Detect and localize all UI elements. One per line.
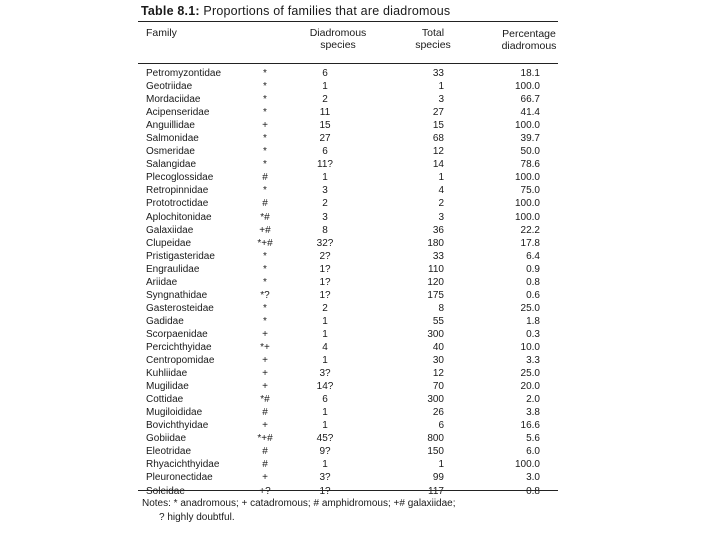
table-row: [0, 302, 720, 315]
table-row: [0, 171, 720, 184]
header-percentage-diadromous: [498, 28, 560, 52]
family-cell: Gadidae: [146, 315, 184, 327]
table-title-text: Proportions of families that are diadromous: [203, 4, 451, 18]
family-cell: Plecoglossidae: [146, 172, 214, 184]
percentage-cell: 0.6: [526, 289, 540, 301]
total-species-cell: 117: [428, 485, 444, 497]
diadromous-species-cell: 6: [322, 146, 328, 158]
table-row: [0, 119, 720, 132]
percentage-cell: 2.0: [526, 394, 540, 406]
total-species-cell: 1: [438, 459, 444, 471]
table-row: [0, 485, 720, 498]
percentage-cell: 0.9: [526, 263, 540, 275]
table-row: [0, 67, 720, 80]
percentage-cell: 66.7: [520, 94, 540, 106]
percentage-cell: 100.0: [514, 211, 540, 223]
diadromous-species-cell: 1: [322, 407, 328, 419]
table-row: [0, 341, 720, 354]
total-species-cell: 15: [432, 120, 444, 132]
header-total-line2: species: [415, 39, 451, 51]
table-title: [141, 4, 450, 18]
migration-type-cell: #: [262, 172, 268, 184]
total-species-cell: 1: [438, 81, 444, 93]
migration-type-cell: *: [263, 276, 267, 288]
migration-type-cell: #: [262, 459, 268, 471]
migration-type-cell: *: [263, 146, 267, 158]
total-species-cell: 33: [432, 250, 444, 262]
total-species-cell: 300: [427, 394, 444, 406]
migration-type-cell: *: [263, 68, 267, 79]
total-species-cell: 70: [432, 381, 444, 393]
diadromous-species-cell: 11?: [317, 159, 333, 171]
diadromous-species-cell: 3: [322, 185, 328, 197]
table-row: [0, 380, 720, 393]
diadromous-species-cell: 2?: [319, 250, 331, 262]
percentage-cell: 1.8: [526, 315, 540, 327]
family-cell: Eleotridae: [146, 446, 192, 458]
diadromous-species-cell: 32?: [316, 237, 334, 249]
table-row: [0, 237, 720, 250]
family-cell: Acipenseridae: [146, 107, 210, 119]
total-species-cell: 30: [432, 355, 444, 367]
header-diadromous-line1: Diadromous: [309, 27, 367, 39]
header-diadromous-line2: species: [320, 39, 356, 51]
diadromous-species-cell: 1?: [319, 276, 331, 288]
percentage-cell: 6.4: [526, 250, 540, 262]
total-species-cell: 26: [432, 407, 444, 419]
percentage-cell: 100.0: [514, 172, 540, 184]
family-cell: Cottidae: [146, 394, 184, 406]
table-row: [0, 419, 720, 432]
diadromous-species-cell: 3?: [319, 472, 331, 484]
diadromous-species-cell: 1?: [319, 289, 331, 301]
table-row: [0, 406, 720, 419]
table-row: [0, 328, 720, 341]
percentage-cell: 100.0: [514, 198, 540, 210]
table-row: [0, 106, 720, 119]
percentage-cell: 6.0: [526, 446, 540, 458]
migration-type-cell: *#: [260, 211, 270, 223]
diadromous-species-cell: 6: [322, 68, 328, 79]
migration-type-cell: +: [262, 120, 268, 132]
table-row: [0, 158, 720, 171]
diadromous-species-cell: 9?: [319, 446, 331, 458]
migration-type-cell: *: [263, 185, 267, 197]
diadromous-species-cell: 1: [322, 81, 328, 93]
total-species-cell: 4: [438, 185, 444, 197]
migration-type-cell: +: [262, 355, 268, 367]
migration-type-cell: +: [262, 328, 268, 340]
diadromous-species-cell: 1: [322, 328, 328, 340]
family-cell: Aplochitonidae: [146, 211, 212, 223]
family-cell: Petromyzontidae: [146, 68, 222, 79]
family-cell: Pleuronectidae: [146, 472, 213, 484]
table-row: [0, 250, 720, 263]
migration-type-cell: +: [262, 472, 268, 484]
family-cell: Centropomidae: [146, 355, 215, 367]
percentage-cell: 3.0: [526, 472, 540, 484]
migration-type-cell: *: [263, 250, 267, 262]
total-species-cell: 40: [432, 341, 444, 353]
family-cell: Mugiloididae: [146, 407, 203, 419]
total-species-cell: 55: [432, 315, 444, 327]
family-cell: Ariidae: [146, 276, 178, 288]
total-species-cell: 14: [432, 159, 444, 171]
family-cell: Mordaciidae: [146, 94, 201, 106]
diadromous-species-cell: 1: [322, 315, 328, 327]
migration-type-cell: *: [263, 81, 267, 93]
diadromous-species-cell: 4: [322, 341, 328, 353]
total-species-cell: 2: [438, 198, 444, 210]
table-row: [0, 445, 720, 458]
table-row: [0, 458, 720, 471]
diadromous-species-cell: 14?: [316, 381, 334, 393]
family-cell: Galaxiidae: [146, 224, 194, 236]
header-total-line1: Total: [421, 27, 445, 39]
total-species-cell: 1: [438, 172, 444, 184]
family-cell: Geotriidae: [146, 81, 193, 93]
migration-type-cell: #: [262, 446, 268, 458]
family-cell: Scorpaenidae: [146, 328, 208, 340]
migration-type-cell: *+: [260, 341, 270, 353]
diadromous-species-cell: 1: [322, 355, 328, 367]
total-species-cell: 3: [438, 211, 444, 223]
diadromous-species-cell: 3?: [319, 368, 331, 380]
percentage-cell: 3.8: [526, 407, 540, 419]
total-species-cell: 36: [432, 224, 444, 236]
percentage-cell: 100.0: [514, 120, 540, 132]
percentage-cell: 78.6: [520, 159, 540, 171]
diadromous-species-cell: 1: [322, 459, 328, 471]
notes-line-1: Notes: * anadromous; + catadromous; # amphidromous; +# galaxiidae;: [142, 498, 456, 509]
diadromous-species-cell: 2: [322, 198, 328, 210]
percentage-cell: 100.0: [514, 459, 540, 471]
diadromous-species-cell: 11: [319, 107, 331, 119]
table-body: [0, 67, 720, 498]
total-species-cell: 12: [432, 146, 444, 158]
table-row: [0, 197, 720, 210]
table-row: [0, 471, 720, 484]
diadromous-species-cell: 1?: [319, 485, 331, 497]
table-notes: [142, 497, 456, 525]
percentage-cell: 25.0: [520, 368, 540, 380]
header-percentage-line1: Percentage: [502, 28, 556, 40]
family-cell: Percichthyidae: [146, 341, 212, 353]
diadromous-species-cell: 8: [322, 224, 328, 236]
total-species-cell: 175: [427, 289, 444, 301]
table-row: [0, 145, 720, 158]
family-cell: Prototroctidae: [146, 198, 209, 210]
total-species-cell: 68: [432, 133, 444, 145]
table-row: [0, 393, 720, 406]
total-species-cell: 180: [427, 237, 444, 249]
percentage-cell: 0.8: [526, 485, 540, 497]
percentage-cell: 18.1: [520, 68, 540, 79]
family-cell: Pristigasteridae: [146, 250, 215, 262]
diadromous-species-cell: 1: [322, 420, 328, 432]
table-row: [0, 289, 720, 302]
table-row: [0, 132, 720, 145]
total-species-cell: 300: [427, 328, 444, 340]
migration-type-cell: #: [262, 198, 268, 210]
migration-type-cell: +#: [259, 224, 271, 236]
diadromous-species-cell: 45?: [316, 433, 334, 445]
migration-type-cell: #: [262, 407, 268, 419]
table-row: [0, 354, 720, 367]
migration-type-cell: *+#: [257, 433, 273, 445]
percentage-cell: 75.0: [520, 185, 540, 197]
header-family: Family: [146, 27, 177, 39]
migration-type-cell: *#: [260, 394, 270, 406]
family-cell: Kuhliidae: [146, 368, 188, 380]
total-species-cell: 99: [432, 472, 444, 484]
diadromous-species-cell: 15: [319, 120, 331, 132]
family-cell: Engraulidae: [146, 263, 200, 275]
diadromous-species-cell: 1?: [319, 263, 331, 275]
total-species-cell: 6: [438, 420, 444, 432]
family-cell: Osmeridae: [146, 146, 195, 158]
notes-line-2: ? highly doubtful.: [159, 512, 235, 523]
diadromous-species-cell: 6: [322, 394, 328, 406]
percentage-cell: 39.7: [520, 133, 540, 145]
migration-type-cell: *: [263, 315, 267, 327]
migration-type-cell: +?: [259, 485, 271, 497]
family-cell: Salangidae: [146, 159, 197, 171]
table-row: [0, 276, 720, 289]
total-species-cell: 120: [427, 276, 444, 288]
migration-type-cell: *: [263, 263, 267, 275]
total-species-cell: 27: [432, 107, 444, 119]
table-row: [0, 184, 720, 197]
family-cell: Bovichthyidae: [146, 420, 209, 432]
family-cell: Gobiidae: [146, 433, 187, 445]
percentage-cell: 20.0: [520, 381, 540, 393]
table-row: [0, 211, 720, 224]
percentage-cell: 5.6: [526, 433, 540, 445]
family-cell: Anguillidae: [146, 120, 195, 132]
table-row: [0, 224, 720, 237]
percentage-cell: 10.0: [520, 341, 540, 353]
migration-type-cell: +: [262, 420, 268, 432]
total-species-cell: 800: [427, 433, 444, 445]
migration-type-cell: *: [263, 107, 267, 119]
diadromous-species-cell: 27: [319, 133, 331, 145]
bottom-rule: [138, 490, 558, 491]
family-cell: Syngnathidae: [146, 289, 208, 301]
percentage-cell: 0.3: [526, 328, 540, 340]
migration-type-cell: +: [262, 381, 268, 393]
percentage-cell: 3.3: [526, 355, 540, 367]
percentage-cell: 25.0: [520, 302, 540, 314]
total-species-cell: 8: [438, 302, 444, 314]
migration-type-cell: *?: [260, 289, 270, 301]
table-title-label: Table 8.1:: [141, 4, 200, 18]
percentage-cell: 17.8: [520, 237, 540, 249]
diadromous-species-cell: 3: [322, 211, 328, 223]
table-row: [0, 432, 720, 445]
diadromous-species-cell: 2: [322, 94, 328, 106]
header-diadromous-species: [308, 27, 368, 51]
table-row: [0, 367, 720, 380]
header-rule: [138, 63, 558, 64]
top-rule: [138, 21, 558, 22]
percentage-cell: 16.6: [520, 420, 540, 432]
percentage-cell: 22.2: [520, 224, 540, 236]
table-row: [0, 80, 720, 93]
percentage-cell: 0.8: [526, 276, 540, 288]
family-cell: Soleidae: [146, 485, 185, 497]
total-species-cell: 3: [438, 94, 444, 106]
migration-type-cell: +: [262, 368, 268, 380]
family-cell: Salmonidae: [146, 133, 199, 145]
migration-type-cell: *: [263, 133, 267, 145]
percentage-cell: 100.0: [514, 81, 540, 93]
family-cell: Retropinnidae: [146, 185, 209, 197]
header-percentage-line2: diadromous: [501, 40, 557, 52]
family-cell: Clupeidae: [146, 237, 192, 249]
migration-type-cell: *+#: [257, 237, 273, 249]
header-total-species: [408, 27, 458, 51]
migration-type-cell: *: [263, 159, 267, 171]
diadromous-species-cell: 1: [322, 172, 328, 184]
family-cell: Rhyacichthyidae: [146, 459, 220, 471]
total-species-cell: 12: [432, 368, 444, 380]
migration-type-cell: *: [263, 94, 267, 106]
percentage-cell: 41.4: [520, 107, 540, 119]
family-cell: Mugilidae: [146, 381, 189, 393]
migration-type-cell: *: [263, 302, 267, 314]
diadromous-species-cell: 2: [322, 302, 328, 314]
percentage-cell: 50.0: [520, 146, 540, 158]
total-species-cell: 110: [428, 263, 444, 275]
table-row: [0, 93, 720, 106]
table-row: [0, 315, 720, 328]
total-species-cell: 33: [432, 68, 444, 79]
table-row: [0, 263, 720, 276]
total-species-cell: 150: [427, 446, 444, 458]
family-cell: Gasterosteidae: [146, 302, 214, 314]
